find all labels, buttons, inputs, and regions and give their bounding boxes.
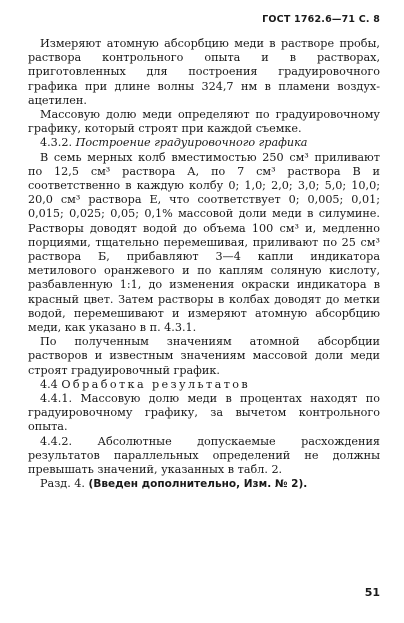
amendment-text: (Введен дополнительно, Изм. № 2). (88, 478, 308, 491)
amendment-prefix: Разд. 4. (40, 477, 85, 491)
paragraph-measurement: Измеряют атомную абсорбцию меди в растворе пробы, раствора контрольного опыта и в растворах, приготовленных для построения градуировочного графика при длине волны 324,7 нм в пламени воздух-ацетилен. (28, 37, 380, 107)
paragraph-mass-fraction: Массовую долю меди определяют по градуировочному графику, который строят при каждой съемке. (28, 108, 380, 136)
page-header: ГОСТ 1762.6—71 С. 8 (262, 14, 380, 25)
paragraph-calibration-graph: По полученным значениям атомной абсорбции растворов и известным значениям массовой доли меди строят градуировочный график. (28, 335, 380, 377)
paragraph-4-4-2: 4.4.2. Абсолютные допускаемые расхождения результатов параллельных определений не должны превышать значений, указанных в табл. 2. (28, 434, 380, 477)
section-4-4-heading (28, 378, 380, 392)
section-number: 4.3.2. (40, 136, 73, 150)
paragraph-calibration-procedure: В семь мерных колб вместимостью 250 см³ приливают по 12,5 см³ раствора А, по 7 см³ раствора В и соответственно в каждую колбу 0; 1,0; 2,0; 3,0; 5,0; 10,0; 20,0 см³ раствора Е, что соответствует 0; 0,005; 0,01; 0,015; 0,025; 0,05; 0,1% массовой доли меди в силумине. Растворы доводят водой до объема 100 см³ и, медленно порциями, тщательно перемешивая, приливают по 25 см³ раствора Б, прибавляют 3—4 капли индикатора метилового оранжевого и по каплям соляную кислоту, разбавленную 1:1, до изменения окраски индикатора в красный цвет. Затем растворы в колбах доводят до метки водой, перемешивают и измеряют атомную абсорбцию меди, как указано в п. 4.3.1. (28, 150, 380, 335)
page-number: 51 (364, 586, 380, 599)
section-title: Обработка результатов (61, 377, 251, 391)
section-title: Построение градуировочного графика (75, 136, 308, 150)
paragraph-amendment-note (28, 477, 380, 491)
section-4-3-2-heading (28, 136, 380, 150)
paragraph-4-4-1: 4.4.1. Массовую долю меди в процентах находят по градуировочному графику, за вычетом контрольного опыта. (28, 392, 380, 434)
section-number: 4.4 (40, 377, 58, 391)
body-text (28, 37, 380, 492)
